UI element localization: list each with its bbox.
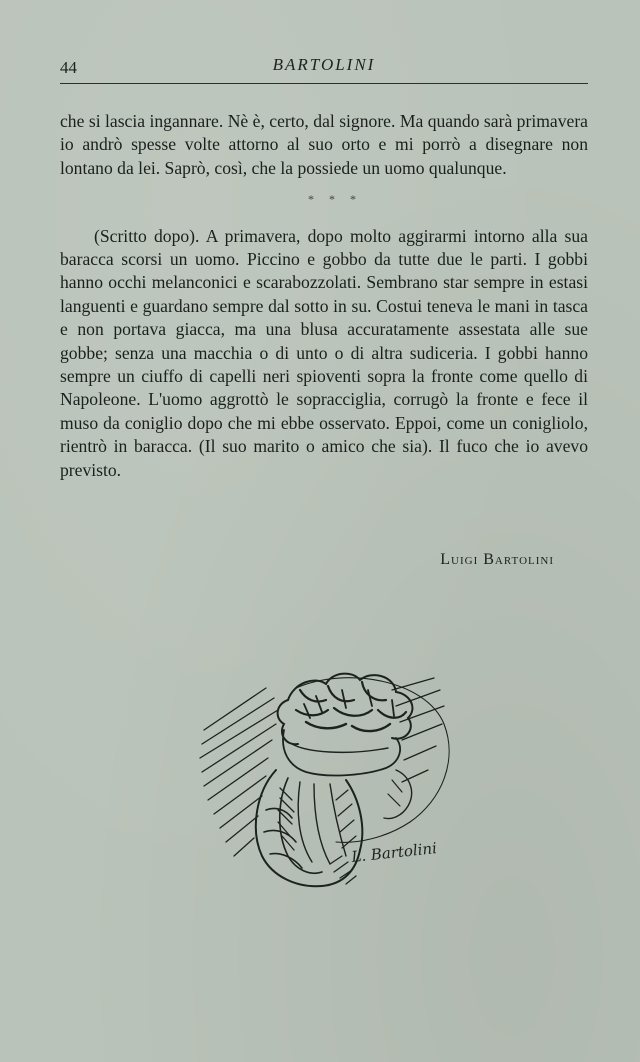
section-separator: * * * [308, 192, 362, 207]
running-title: BARTOLINI [272, 55, 376, 74]
page-number: 44 [60, 58, 77, 77]
sketch-illustration [196, 660, 460, 896]
body-text [60, 110, 588, 482]
sketch-signature: L. Bartolini [350, 839, 438, 866]
paragraph-2: (Scritto dopo). A primavera, dopo molto aggirarmi intorno alla sua baracca scorsi un uomo. Piccino e gobbo da tutte due le parti. I gobbi hanno occhi melanconici e scarabozzolati. Sembrano star sempre in estasi languenti e guardano sempre dal sotto in su. Costui teneva le mani in tasca e non portava giacca, ma una blusa accuratamente assestata alle sue gobbe; senza una macchia o di unto o di altra sudiceria. I gobbi hanno sempre un ciuffo di capelli neri spioventi sopra la fronte come quello di Napoleone. L'uomo aggrottò le sopracciglia, corrugò la fronte e fece il muso da coniglio dopo che mi ebbe osservato. Eppoi, come un conigliolo, rientrò in baracca. (Il suo marito o amico che sia). Il fuco che io avevo previsto. [60, 225, 588, 480]
author-signature: Luigi Bartolini [440, 551, 554, 568]
page-header [60, 52, 588, 82]
header-rule [60, 83, 588, 84]
paragraph-1: che si lascia ingannare. Nè è, certo, dal signore. Ma quando sarà primavera io andrò spesse volte attorno al suo orto e mi porrò a disegnare non lontano da lei. Saprò, così, che la possiede un uomo qualunque. [60, 111, 588, 178]
